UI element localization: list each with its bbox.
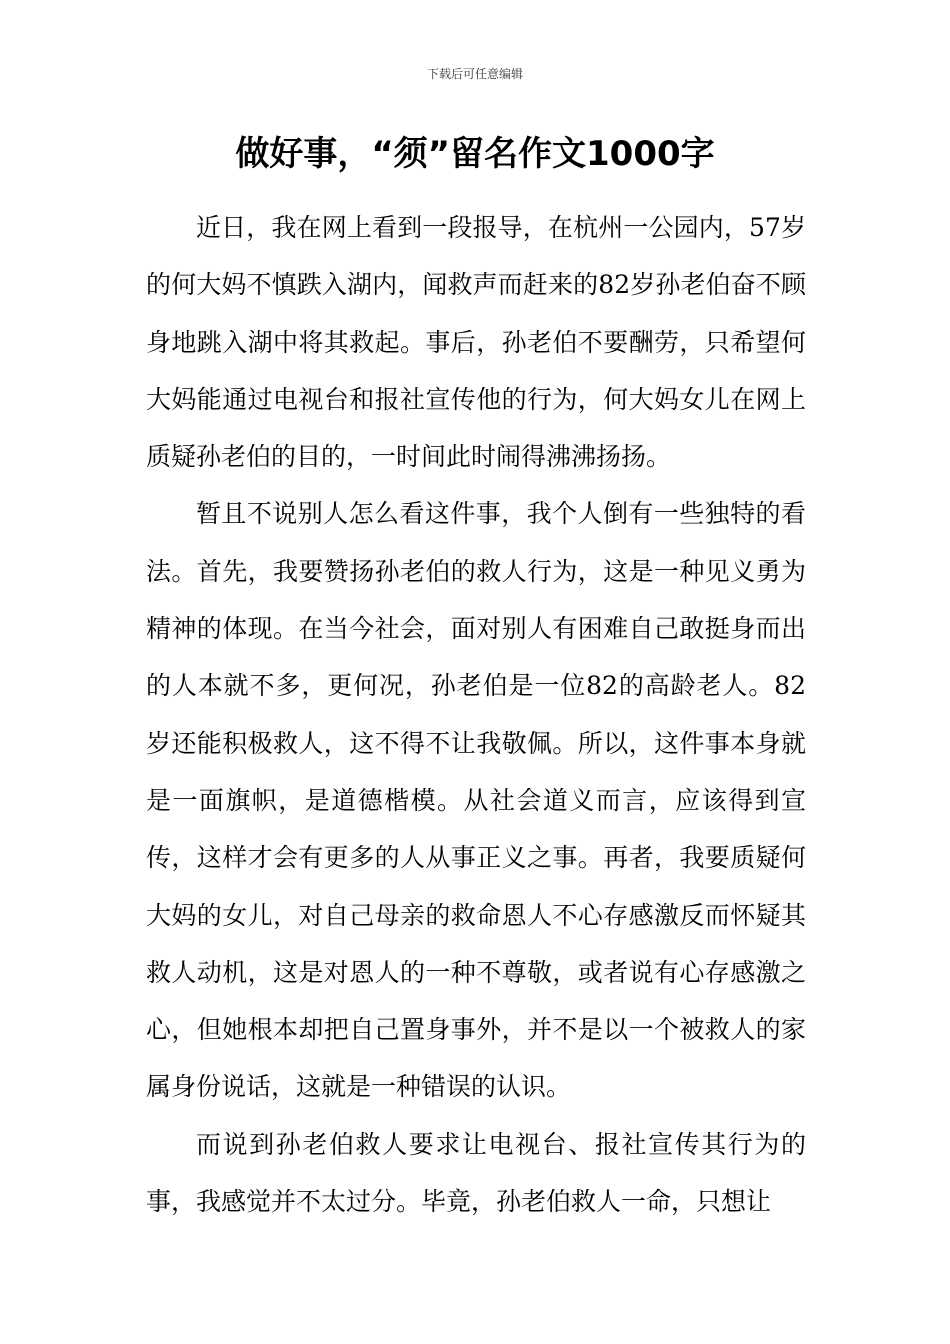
header-note: 下载后可任意编辑 [426,67,523,81]
paragraph-2: 暂且不说别人怎么看这件事，我个人倒有一些独特的看法。首先，我要赞扬孙老伯的救人行为，这是一种见义勇为精神的体现。在当今社会，面对别人有困难自己敢挺身而出的人本就不多，更何况，孙老伯是一位82的高龄老人。82岁还能积极救人，这不得不让我敬佩。所以，这件事本身就是一面旗帜，是道德楷模。从社会道义而言，应该得到宣传，这样才会有更多的人从事正义之事。再者，我要质疑何大妈的女儿，对自己母亲的救命恩人不心存感激反而怀疑其救人动机，这是对恩人的一种不尊敬，或者说有心存感激之心，但她根本却把自己置身事外，并不是以一个被救人的家属身份说话，这就是一种错误的认识。 [146,499,806,1102]
paragraph-3: 而说到孙老伯救人要求让电视台、报社宣传其行为的事，我感觉并不太过分。毕竟，孙老伯救人一命，只想让 [146,1129,806,1217]
page-title: 做好事，“须”留名作文1000字 [235,134,715,174]
article-body [146,199,806,1230]
paragraph-1: 近日，我在网上看到一段报导，在杭州一公园内，57岁的何大妈不慎跌入湖内，闻救声而赶来的82岁孙老伯奋不顾身地跳入湖中将其救起。事后，孙老伯不要酬劳，只希望何大妈能通过电视台和报社宣传他的行为，何大妈女儿在网上质疑孙老伯的目的，一时间此时闹得沸沸扬扬。 [146,213,806,472]
